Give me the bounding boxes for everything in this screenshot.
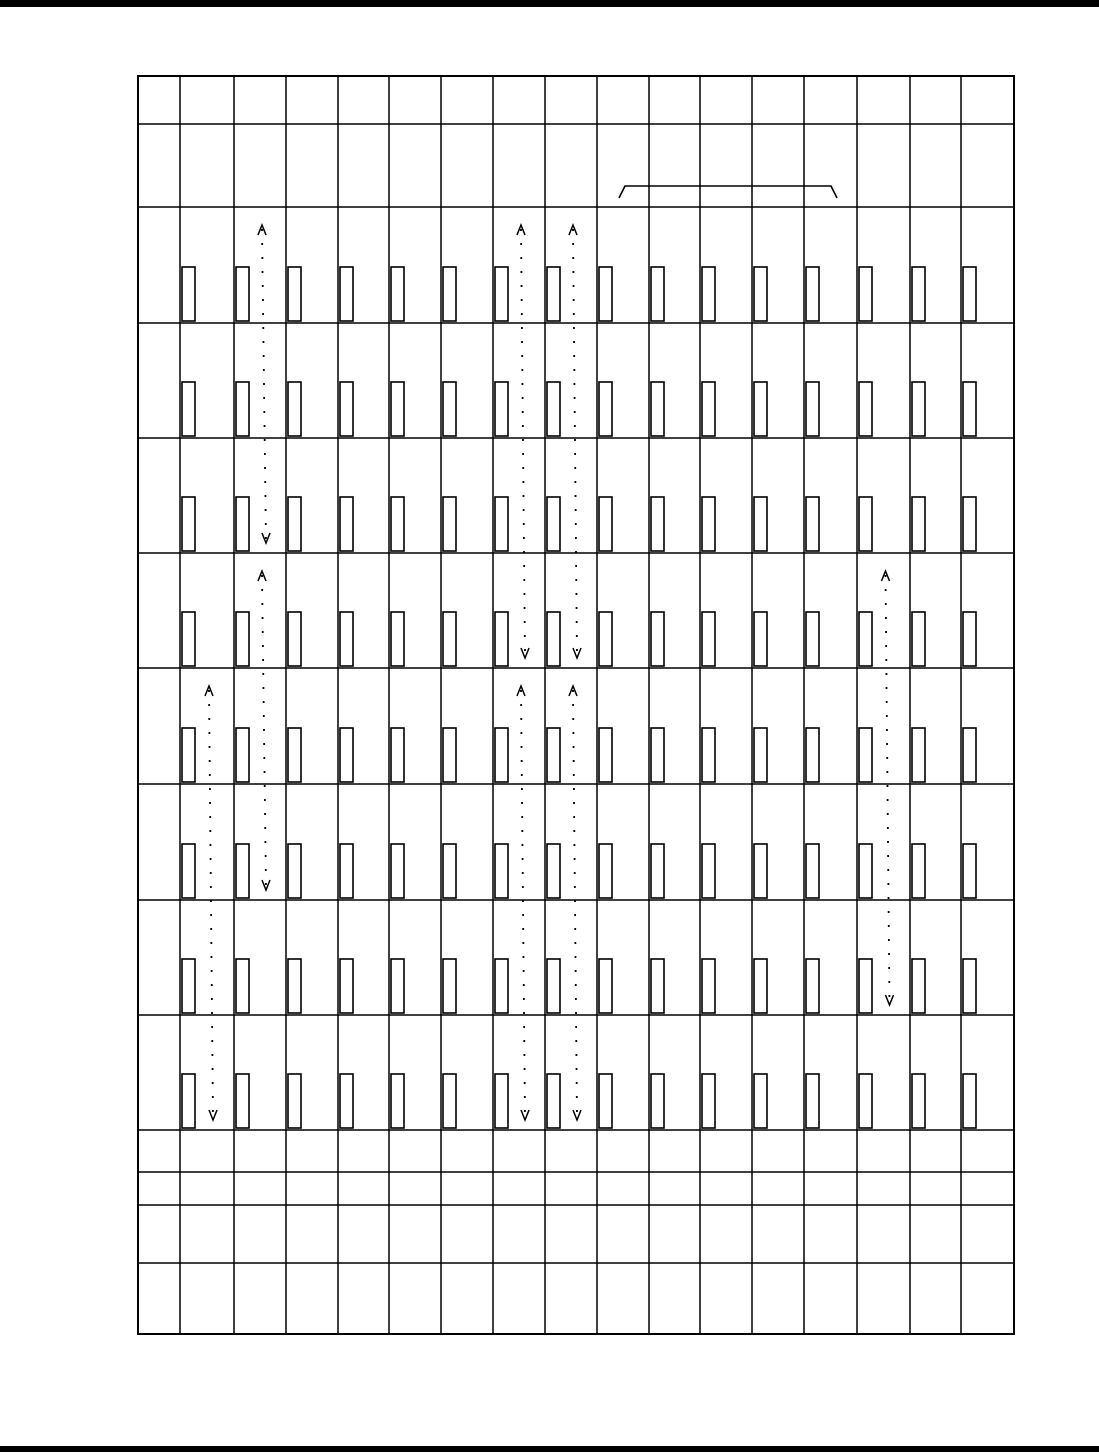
checkbox-marker: [495, 1074, 508, 1128]
checkbox-marker: [182, 959, 195, 1013]
checkbox-marker: [547, 267, 560, 321]
checkbox-marker: [391, 382, 404, 436]
checkbox-marker: [651, 959, 664, 1013]
checkbox-marker: [859, 1074, 872, 1128]
checkbox-marker: [651, 497, 664, 551]
checkbox-marker: [495, 497, 508, 551]
checkbox-marker: [391, 267, 404, 321]
checkbox-marker: [182, 497, 195, 551]
checkbox-marker: [963, 612, 976, 666]
link-dotted-line: [573, 229, 577, 656]
checkbox-marker: [912, 1074, 925, 1128]
checkbox-marker: [182, 1074, 195, 1128]
checkbox-marker: [547, 612, 560, 666]
checkbox-marker: [963, 844, 976, 898]
checkbox-marker: [288, 959, 301, 1013]
checkbox-marker: [702, 612, 715, 666]
checkbox-marker: [391, 497, 404, 551]
checkbox-marker: [288, 844, 301, 898]
checkbox-marker: [859, 612, 872, 666]
checkbox-marker: [912, 497, 925, 551]
checkbox-marker: [288, 728, 301, 782]
checkbox-marker: [702, 497, 715, 551]
checkbox-marker: [340, 1074, 353, 1128]
checkbox-marker: [182, 844, 195, 898]
checkbox-marker: [340, 844, 353, 898]
checkbox-marker: [859, 959, 872, 1013]
checkbox-marker: [651, 382, 664, 436]
checkbox-marker: [754, 382, 767, 436]
checkbox-marker: [495, 959, 508, 1013]
checkbox-marker: [547, 728, 560, 782]
checkbox-marker: [912, 267, 925, 321]
checkbox-marker: [599, 267, 612, 321]
checkbox-marker: [859, 267, 872, 321]
checkbox-marker: [651, 728, 664, 782]
checkbox-marker: [651, 267, 664, 321]
checkbox-marker: [391, 959, 404, 1013]
checkbox-marker: [391, 844, 404, 898]
checkbox-marker: [651, 844, 664, 898]
checkbox-marker: [599, 382, 612, 436]
checkbox-marker: [288, 382, 301, 436]
checkbox-marker: [754, 728, 767, 782]
checkbox-marker: [547, 1074, 560, 1128]
link-dotted-line: [573, 690, 577, 1118]
checkbox-marker: [754, 612, 767, 666]
checkbox-marker: [236, 497, 249, 551]
checkbox-marker: [443, 382, 456, 436]
grid-frame: [138, 76, 1014, 1334]
checkbox-marker: [391, 1074, 404, 1128]
checkbox-marker: [859, 844, 872, 898]
checkbox-marker: [806, 728, 819, 782]
checkbox-marker: [236, 728, 249, 782]
checkbox-marker: [912, 728, 925, 782]
checkbox-marker: [859, 728, 872, 782]
checkbox-marker: [702, 1074, 715, 1128]
checkbox-marker: [599, 844, 612, 898]
link-down-arrowhead: [262, 880, 270, 890]
checkbox-marker: [182, 728, 195, 782]
checkbox-marker: [288, 612, 301, 666]
checkbox-marker: [651, 612, 664, 666]
checkbox-marker: [443, 267, 456, 321]
checkbox-marker: [495, 612, 508, 666]
checkbox-marker: [340, 612, 353, 666]
checkbox-marker: [912, 844, 925, 898]
checkbox-marker: [443, 959, 456, 1013]
checkbox-marker: [806, 1074, 819, 1128]
checkbox-marker: [963, 959, 976, 1013]
checkbox-marker: [912, 959, 925, 1013]
checkbox-marker: [599, 728, 612, 782]
checkbox-marker: [340, 382, 353, 436]
checkbox-marker: [912, 382, 925, 436]
checkbox-marker: [702, 382, 715, 436]
link-dotted-line: [209, 690, 213, 1118]
checkbox-marker: [236, 267, 249, 321]
link-dotted-line: [521, 229, 525, 656]
checkbox-marker: [599, 497, 612, 551]
link-dotted-line: [262, 575, 266, 888]
checkbox-marker: [806, 959, 819, 1013]
checkbox-marker: [702, 959, 715, 1013]
checkbox-marker: [236, 844, 249, 898]
checkbox-marker: [495, 267, 508, 321]
checkbox-marker: [806, 267, 819, 321]
checkbox-marker: [236, 959, 249, 1013]
checkbox-marker: [651, 1074, 664, 1128]
checkbox-marker: [963, 497, 976, 551]
checkbox-marker: [599, 612, 612, 666]
checkbox-marker: [340, 267, 353, 321]
checkbox-marker: [754, 1074, 767, 1128]
checkbox-marker: [236, 382, 249, 436]
checkbox-marker: [963, 267, 976, 321]
checkbox-marker: [702, 267, 715, 321]
checkbox-marker: [340, 497, 353, 551]
checkbox-marker: [288, 497, 301, 551]
checkbox-marker: [963, 1074, 976, 1128]
checkbox-marker: [495, 844, 508, 898]
checkbox-marker: [288, 267, 301, 321]
checkbox-marker: [495, 728, 508, 782]
checkbox-marker: [859, 382, 872, 436]
checkbox-marker: [391, 612, 404, 666]
checkbox-marker: [340, 959, 353, 1013]
checkbox-marker: [806, 612, 819, 666]
checkbox-marker: [702, 728, 715, 782]
checkbox-marker: [391, 728, 404, 782]
link-dotted-line: [886, 575, 890, 1003]
checkbox-marker: [547, 497, 560, 551]
checkbox-marker: [547, 382, 560, 436]
link-dotted-line: [521, 690, 525, 1118]
checkbox-marker: [599, 1074, 612, 1128]
checkbox-marker: [547, 959, 560, 1013]
checkbox-marker: [702, 844, 715, 898]
checkbox-marker: [599, 959, 612, 1013]
checkbox-marker: [236, 1074, 249, 1128]
checkbox-marker: [443, 728, 456, 782]
checkbox-marker: [806, 844, 819, 898]
checkbox-marker: [288, 1074, 301, 1128]
checkbox-marker: [547, 844, 560, 898]
checkbox-marker: [443, 844, 456, 898]
checkbox-marker: [182, 267, 195, 321]
checkbox-marker: [236, 612, 249, 666]
checkbox-marker: [912, 612, 925, 666]
checkbox-marker: [443, 497, 456, 551]
checkbox-marker: [806, 382, 819, 436]
checkbox-marker: [963, 728, 976, 782]
checkbox-marker: [443, 1074, 456, 1128]
checkbox-marker: [859, 497, 872, 551]
checkbox-marker: [182, 382, 195, 436]
checkbox-marker: [754, 267, 767, 321]
checkbox-marker: [963, 382, 976, 436]
checkbox-marker: [754, 497, 767, 551]
checkbox-marker: [340, 728, 353, 782]
checkbox-marker: [754, 959, 767, 1013]
page-bottom-rule: [0, 1446, 1099, 1452]
link-dotted-line: [262, 229, 266, 541]
checkbox-marker: [806, 497, 819, 551]
checkbox-marker: [754, 844, 767, 898]
checkbox-marker: [182, 612, 195, 666]
checkbox-marker: [443, 612, 456, 666]
checkbox-marker: [495, 382, 508, 436]
